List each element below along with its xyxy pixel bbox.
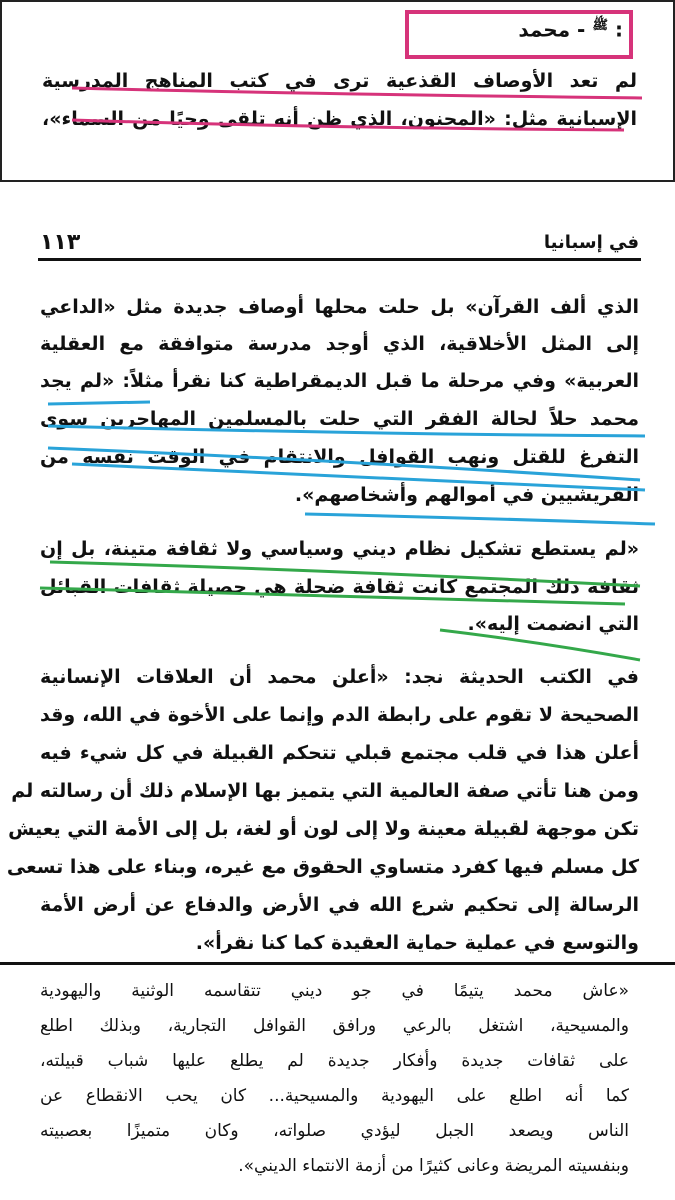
p3-line-6: كل مسلم فيها كفرد متساوي الحقوق مع غيره، وبناء على هذا تسعى bbox=[6, 856, 639, 878]
bottom-line-6: وبنفسيته المريضة وعانى كثيرًا من أزمة الانتماء الديني». bbox=[238, 1156, 629, 1176]
bottom-line-5: الناس ويصعد الجبل ليؤدي صلواته، وكان متميزًا بعصبيته bbox=[40, 1121, 629, 1141]
bottom-line-4: كما أنه اطلع على اليهودية والمسيحية... كان يحب الانقطاع عن bbox=[40, 1086, 629, 1106]
p3-line-3: أعلن هذا في قلب مجتمع قبلي تتحكم القبيلة في كل شيء فيه bbox=[40, 742, 639, 764]
p2-line-1: «لم يستطع تشكيل نظام ديني وسياسي ولا ثقافة متينة، بل إن bbox=[40, 538, 639, 560]
top-clip-panel bbox=[0, 0, 675, 182]
page-number: ١١٣ bbox=[40, 230, 81, 255]
section-title bbox=[518, 17, 623, 42]
p3-line-2: الصحيحة لا تقوم على رابطة الدم وإنما على الأخوة في الله، وقد bbox=[40, 704, 639, 726]
p3-line-5: تكن موجهة لقبيلة معينة ولا إلى لون أو لغة، بل إلى الأمة التي يعيش bbox=[8, 818, 639, 840]
book-page bbox=[0, 190, 675, 962]
pbuh-glyph: ﷺ bbox=[592, 18, 609, 33]
running-head: في إسبانيا bbox=[543, 232, 639, 253]
p3-line-4: ومن هنا تأتي صفة العالمية التي يتميز بها الإسلام ذلك أن رسالته لم bbox=[11, 780, 639, 802]
title-text: - محمد bbox=[518, 17, 586, 42]
bottom-line-2: والمسيحية، اشتغل بالرعي ورافق القوافل التجارية، وبذلك اطلع bbox=[40, 1016, 629, 1036]
p3-line-8: والتوسع في عملية حماية العقيدة كما كنا نقرأ». bbox=[195, 932, 639, 954]
blue-underline-1 bbox=[48, 402, 150, 404]
p2-line-3: التي انضمت إليه». bbox=[467, 613, 639, 635]
header-rule bbox=[38, 258, 641, 261]
p1-line-5: التفرغ للقتل ونهب القوافل والانتقام في الوقت نفسه من bbox=[40, 446, 639, 468]
p1-line-4: محمد حلاً لحالة الفقر التي حلت بالمسلمين المهاجرين سوى bbox=[40, 408, 639, 430]
p1-line-6: القريشيين في أموالهم وأشخاصهم». bbox=[294, 484, 639, 506]
bottom-line-3: على ثقافات جديدة وأفكار جديدة لم يطلع عليها شباب قبيلته، bbox=[40, 1051, 629, 1071]
bottom-clip-panel bbox=[0, 962, 675, 1200]
bottom-line-1: «عاش محمد يتيمًا في جو ديني تتقاسمه الوثنية واليهودية bbox=[40, 981, 629, 1001]
p3-line-1: في الكتب الحديثة نجد: «أعلن محمد أن العلاقات الإنسانية bbox=[40, 666, 639, 688]
blue-underline-5 bbox=[305, 514, 655, 524]
top-line-1: لم تعد الأوصاف القذعية ترى في كتب المناهج المدرسية bbox=[42, 70, 637, 92]
p2-line-2: ثقافة ذلك المجتمع كانت ثقافة ضحلة هي حصيلة ثقافات القبائل bbox=[40, 576, 639, 598]
p1-line-3: العربية» وفي مرحلة ما قبل الديمقراطية كنا نقرأ مثلاً: «لم يجد bbox=[40, 370, 639, 392]
p1-line-2: إلى المثل الأخلاقية، الذي أوجد مدرسة متوافقة مع العقلية bbox=[40, 333, 639, 355]
p1-line-1: الذي ألف القرآن» بل حلت محلها أوصاف جديدة مثل «الداعي bbox=[40, 296, 639, 318]
title-suffix: : bbox=[615, 17, 623, 42]
top-line-2: الإسبانية مثل: «المجنون، الذي ظن أنه تلقى وحيًا من السماء»، bbox=[42, 108, 637, 130]
p3-line-7: الرسالة إلى تحكيم شرع الله في الأرض والدفاع عن أرض الأمة bbox=[40, 894, 639, 916]
